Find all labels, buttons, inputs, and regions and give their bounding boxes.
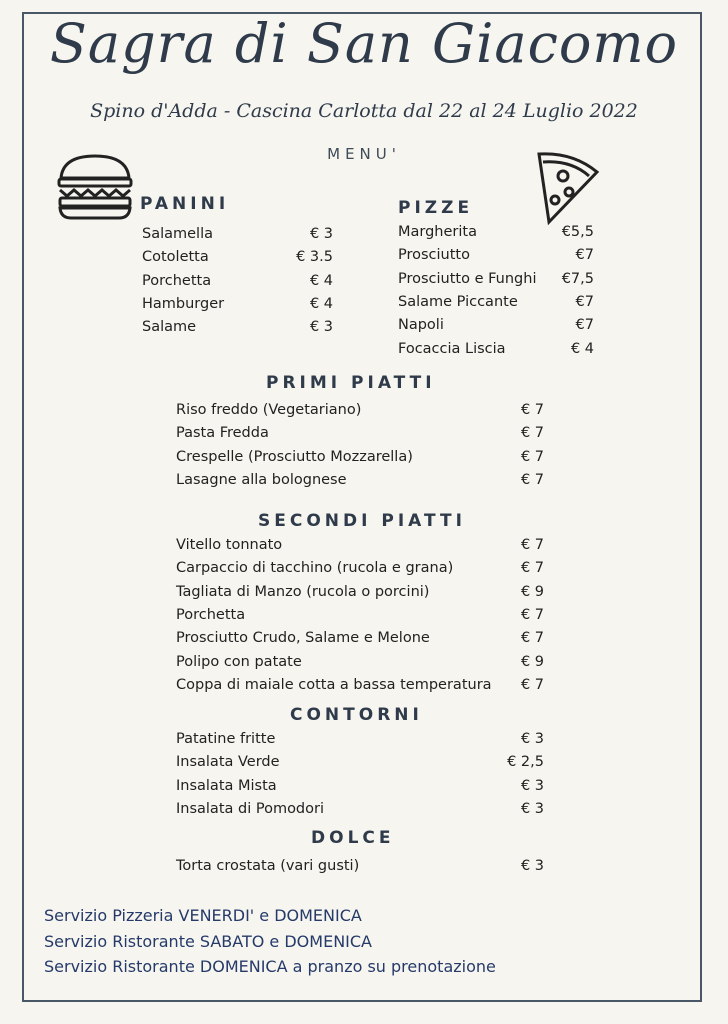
footer-line-2: Servizio Ristorante SABATO e DOMENICA (44, 932, 372, 951)
item-price: € 7 (520, 471, 544, 488)
section-title-pizze: PIZZE (398, 198, 474, 218)
dolce-menu-item (176, 858, 544, 874)
page-subtitle: Spino d'Adda - Cascina Carlotta dal 22 al 24 Luglio 2022 (90, 100, 638, 122)
item-name: Insalata Verde (176, 754, 280, 771)
item-price: € 9 (520, 583, 544, 600)
section-title-dolce: DOLCE (311, 828, 395, 848)
footer-line-1: Servizio Pizzeria VENERDI' e DOMENICA (44, 906, 362, 925)
item-name: Crespelle (Prosciutto Mozzarella) (176, 448, 413, 465)
item-price: € 3 (309, 319, 333, 336)
item-price: € 3.5 (296, 249, 333, 266)
secondi-menu-item (176, 584, 544, 600)
item-name: Margherita (398, 224, 477, 240)
item-price: € 4 (570, 340, 594, 357)
contorni-menu-item (176, 731, 544, 747)
item-name: Porchetta (176, 606, 246, 623)
item-name: Insalata di Pomodori (176, 800, 325, 817)
panini-menu-item (142, 273, 333, 289)
pizze-menu-item (398, 271, 594, 287)
section-title-secondi: SECONDI PIATTI (258, 511, 466, 531)
menu-label: MENU' (327, 145, 401, 163)
item-name: Pasta Fredda (176, 425, 269, 442)
item-name: Vitello tonnato (176, 537, 283, 553)
section-title-primi: PRIMI PIATTI (266, 373, 436, 393)
item-name: Napoli (398, 317, 444, 334)
item-name: Carpaccio di tacchino (rucola e grana) (176, 560, 454, 577)
pizze-menu-item (398, 247, 594, 263)
footer-line-3: Servizio Ristorante DOMENICA a pranzo su prenotazione (44, 957, 496, 976)
burger-icon (55, 152, 135, 222)
contorni-menu-item (176, 778, 544, 794)
secondi-menu-item (176, 677, 544, 693)
item-price: € 4 (309, 295, 333, 312)
primi-menu-item (176, 402, 544, 418)
primi-menu-item (176, 449, 544, 465)
item-price: € 3 (520, 731, 544, 747)
item-name: Insalata Mista (176, 777, 277, 794)
pizze-menu-item (398, 341, 594, 357)
item-price: € 4 (309, 272, 333, 289)
panini-menu-item (142, 226, 333, 242)
item-name: Focaccia Liscia (398, 340, 506, 357)
item-name: Hamburger (142, 295, 225, 312)
item-price: € 2,5 (507, 754, 544, 771)
pizze-menu-item (398, 224, 594, 240)
pizze-menu-item (398, 294, 594, 310)
item-name: Riso freddo (Vegetariano) (176, 402, 362, 418)
item-price: € 7 (520, 676, 544, 693)
item-name: Torta crostata (vari gusti) (176, 858, 360, 874)
item-price: € 3 (309, 226, 333, 242)
item-price: € 7 (520, 606, 544, 623)
item-name: Cotoletta (142, 249, 209, 266)
item-price: € 7 (520, 630, 544, 647)
panini-menu-item (142, 319, 333, 335)
item-price: €7 (575, 293, 594, 310)
item-price: € 3 (520, 777, 544, 794)
item-price: €7 (575, 247, 594, 264)
item-name: Prosciutto e Funghi (398, 270, 537, 287)
item-name: Coppa di maiale cotta a bassa temperatura (176, 676, 492, 693)
section-title-contorni: CONTORNI (290, 705, 423, 725)
item-price: € 7 (520, 448, 544, 465)
section-title-panini: PANINI (140, 194, 230, 214)
item-name: Salame (142, 319, 197, 336)
item-name: Salame Piccante (398, 293, 518, 310)
item-price: €7 (575, 317, 594, 334)
item-name: Tagliata di Manzo (rucola o porcini) (176, 583, 430, 600)
item-name: Polipo con patate (176, 653, 302, 670)
item-price: € 9 (520, 653, 544, 670)
contorni-menu-item (176, 754, 544, 770)
item-name: Salamella (142, 226, 213, 242)
pizza-slice-icon (533, 148, 603, 226)
secondi-menu-item (176, 654, 544, 670)
item-price: € 3 (520, 858, 544, 874)
item-price: € 7 (520, 560, 544, 577)
primi-menu-item (176, 472, 544, 488)
item-name: Porchetta (142, 272, 212, 289)
item-price: € 7 (520, 537, 544, 553)
item-price: € 7 (520, 402, 544, 418)
secondi-menu-item (176, 630, 544, 646)
item-name: Prosciutto (398, 247, 470, 264)
panini-menu-item (142, 249, 333, 265)
secondi-menu-item (176, 537, 544, 553)
item-price: € 7 (520, 425, 544, 442)
panini-menu-item (142, 296, 333, 312)
item-name: Prosciutto Crudo, Salame e Melone (176, 630, 430, 647)
primi-menu-item (176, 425, 544, 441)
item-name: Lasagne alla bolognese (176, 471, 347, 488)
contorni-menu-item (176, 801, 544, 817)
item-price: €5,5 (561, 224, 594, 240)
secondi-menu-item (176, 560, 544, 576)
item-name: Patatine fritte (176, 731, 276, 747)
item-price: €7,5 (561, 270, 594, 287)
pizze-menu-item (398, 317, 594, 333)
item-price: € 3 (520, 800, 544, 817)
secondi-menu-item (176, 607, 544, 623)
page-title: Sagra di San Giacomo (49, 12, 679, 75)
